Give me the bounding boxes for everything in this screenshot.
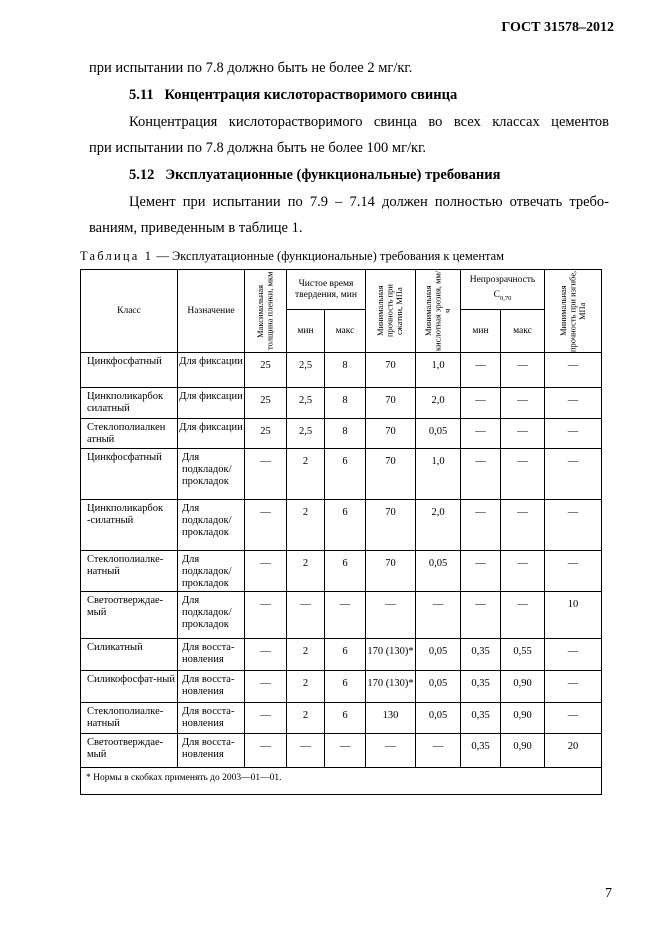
cell-thickness: 25 xyxy=(245,388,287,419)
cell-erosion: 2,0 xyxy=(416,500,461,551)
cell-opacity-min: 0,35 xyxy=(461,671,501,703)
page-number: 7 xyxy=(605,886,612,901)
opacity-symbol: С xyxy=(493,290,500,301)
header-opacity-max: макс xyxy=(501,310,545,353)
cell-opacity-min: 0,35 xyxy=(461,639,501,671)
cell-thickness: — xyxy=(245,734,287,768)
cell-time-max: 6 xyxy=(325,551,366,592)
cell-opacity-min: — xyxy=(461,419,501,449)
cell-time-min: 2 xyxy=(287,449,325,500)
table-row xyxy=(81,353,602,388)
cell-thickness: — xyxy=(245,703,287,734)
cell-thickness: — xyxy=(245,639,287,671)
cell-time-max: 6 xyxy=(325,703,366,734)
cell-time-max: — xyxy=(325,592,366,639)
cell-opacity-max: — xyxy=(501,500,545,551)
cell-class: Светоотверждае-мый xyxy=(81,592,178,639)
cell-opacity-max: — xyxy=(501,419,545,449)
cell-erosion: 0,05 xyxy=(416,671,461,703)
table-caption xyxy=(80,249,504,264)
cell-time-min: — xyxy=(287,734,325,768)
cell-bending: — xyxy=(545,388,602,419)
cell-time-max: 8 xyxy=(325,419,366,449)
cell-strength: 130 xyxy=(366,703,416,734)
header-opacity xyxy=(461,270,545,310)
cell-time-min: 2,5 xyxy=(287,419,325,449)
cell-purpose: Для подкладок/ прокладок xyxy=(178,449,245,500)
cell-purpose: Для восста-новления xyxy=(178,703,245,734)
requirements-table xyxy=(80,269,602,795)
cell-bending: — xyxy=(545,639,602,671)
paragraph-text: при испытании по 7.8 должно быть не более 2 мг/кг. xyxy=(89,60,413,76)
document-standard-header: ГОСТ 31578–2012 xyxy=(501,20,614,35)
cell-opacity-min: 0,35 xyxy=(461,734,501,768)
cell-class: Силикофосфат-ный xyxy=(81,671,178,703)
cell-purpose: Для восста-новления xyxy=(178,671,245,703)
cell-class: Стеклополиалкен атный xyxy=(81,419,178,449)
cell-bending: — xyxy=(545,449,602,500)
cell-class: Цинкполикарбок силатный xyxy=(81,388,178,419)
cell-erosion: 0,05 xyxy=(416,703,461,734)
header-time-max: макс xyxy=(325,310,366,353)
cell-strength: 70 xyxy=(366,500,416,551)
header-time-min: мин xyxy=(287,310,325,353)
cell-thickness: — xyxy=(245,449,287,500)
cell-strength: 70 xyxy=(366,449,416,500)
cell-time-min: 2 xyxy=(287,671,325,703)
cell-time-max: — xyxy=(325,734,366,768)
table-row xyxy=(81,388,602,419)
cell-opacity-max: — xyxy=(501,592,545,639)
cell-opacity-max: 0,90 xyxy=(501,703,545,734)
section-heading-5-11 xyxy=(129,86,457,104)
cell-purpose: Для фиксации xyxy=(178,353,245,388)
section-number: 5.11 xyxy=(129,87,154,103)
cell-opacity-min: — xyxy=(461,353,501,388)
cell-strength: — xyxy=(366,734,416,768)
cell-bending: — xyxy=(545,500,602,551)
cell-time-min: 2 xyxy=(287,703,325,734)
cell-strength: 70 xyxy=(366,551,416,592)
cell-thickness: — xyxy=(245,671,287,703)
cell-opacity-min: — xyxy=(461,592,501,639)
cell-bending: 20 xyxy=(545,734,602,768)
paragraph-text: ваниям, приведенным в таблице 1. xyxy=(89,220,303,236)
cell-strength: 70 xyxy=(366,419,416,449)
cell-time-max: 6 xyxy=(325,671,366,703)
cell-time-max: 6 xyxy=(325,639,366,671)
header-bending xyxy=(545,270,602,353)
cell-erosion: — xyxy=(416,734,461,768)
cell-time-max: 6 xyxy=(325,449,366,500)
cell-opacity-max: — xyxy=(501,449,545,500)
cell-class: Стеклополиалке-натный xyxy=(81,703,178,734)
cell-thickness: — xyxy=(245,592,287,639)
cell-time-min: 2,5 xyxy=(287,388,325,419)
header-opacity-text: Непрозрачность xyxy=(469,275,536,286)
cell-purpose: Для восста-новления xyxy=(178,639,245,671)
cell-opacity-max: 0,55 xyxy=(501,639,545,671)
paragraph-text: Концентрация кислоторастворимого свинца во всех классах цементов xyxy=(129,114,609,130)
cell-time-min: 2 xyxy=(287,639,325,671)
cell-time-max: 6 xyxy=(325,500,366,551)
cell-opacity-max: 0,90 xyxy=(501,734,545,768)
cell-class: Цинкфосфатный xyxy=(81,353,178,388)
cell-strength: — xyxy=(366,592,416,639)
table-row xyxy=(81,703,602,734)
section-number: 5.12 xyxy=(129,167,155,183)
header-opacity-min: мин xyxy=(461,310,501,353)
header-purpose: Назначение xyxy=(178,270,245,353)
cell-erosion: 0,05 xyxy=(416,419,461,449)
paragraph-text: при испытании по 7.8 должна быть не более 100 мг/кг. xyxy=(89,140,427,156)
header-erosion-text: Минимальная кислотная эрозия, мм/ч xyxy=(422,270,452,352)
header-strength xyxy=(366,270,416,353)
cell-purpose: Для подкладок/ прокладок xyxy=(178,551,245,592)
cell-time-max: 8 xyxy=(325,388,366,419)
cell-opacity-min: — xyxy=(461,551,501,592)
table-row xyxy=(81,449,602,500)
header-setting-time: Чистое время твердения, мин xyxy=(287,270,366,310)
cell-purpose: Для восста-новления xyxy=(178,734,245,768)
cell-thickness: 25 xyxy=(245,419,287,449)
cell-strength: 70 xyxy=(366,388,416,419)
header-opacity-symbol xyxy=(461,290,544,304)
section-title: Эксплуатационные (функциональные) требования xyxy=(165,167,501,183)
header-bending-text: Минимальная прочность при изгибе, МПа xyxy=(557,270,587,352)
cell-opacity-min: — xyxy=(461,500,501,551)
table-caption-label: Таблица 1 xyxy=(80,249,154,263)
cell-bending: — xyxy=(545,353,602,388)
cell-time-min: — xyxy=(287,592,325,639)
cell-bending: — xyxy=(545,419,602,449)
header-thickness-text: Максимальная толщина пленки, мкм xyxy=(255,271,275,351)
cell-class: Светоотверждае-мый xyxy=(81,734,178,768)
cell-erosion: 0,05 xyxy=(416,639,461,671)
cell-purpose: Для подкладок/ прокладок xyxy=(178,500,245,551)
cell-erosion: 0,05 xyxy=(416,551,461,592)
cell-opacity-min: — xyxy=(461,388,501,419)
paragraph-text: Цемент при испытании по 7.9 – 7.14 должен полностью отвечать требо- xyxy=(129,194,609,210)
cell-thickness: 25 xyxy=(245,353,287,388)
header-erosion xyxy=(416,270,461,353)
table-row xyxy=(81,592,602,639)
cell-time-min: 2 xyxy=(287,551,325,592)
table-header-row xyxy=(81,270,602,310)
table-caption-text: — Эксплуатационные (функциональные) требования к цементам xyxy=(156,249,505,263)
section-title: Концентрация кислоторастворимого свинца xyxy=(164,87,458,103)
cell-opacity-max: — xyxy=(501,388,545,419)
cell-erosion: 2,0 xyxy=(416,388,461,419)
cell-purpose: Для фиксации xyxy=(178,419,245,449)
table-footnote-row xyxy=(81,768,602,795)
cell-opacity-max: — xyxy=(501,353,545,388)
table-row xyxy=(81,419,602,449)
cell-bending: — xyxy=(545,671,602,703)
table-row xyxy=(81,500,602,551)
cell-strength: 170 (130)* xyxy=(366,671,416,703)
cell-opacity-min: 0,35 xyxy=(461,703,501,734)
header-class: Класс xyxy=(81,270,178,353)
cell-thickness: — xyxy=(245,500,287,551)
header-thickness xyxy=(245,270,287,353)
table-row xyxy=(81,551,602,592)
cell-class: Стеклополиалке-натный xyxy=(81,551,178,592)
cell-bending: — xyxy=(545,703,602,734)
cell-time-min: 2,5 xyxy=(287,353,325,388)
table-footnote: * Нормы в скобках применять до 2003—01—01. xyxy=(81,768,602,795)
table-row xyxy=(81,639,602,671)
cell-thickness: — xyxy=(245,551,287,592)
table-row xyxy=(81,734,602,768)
cell-strength: 70 xyxy=(366,353,416,388)
header-strength-text: Минимальная прочность при сжатии, МПа xyxy=(375,284,405,338)
cell-purpose: Для подкладок/ прокладок xyxy=(178,592,245,639)
section-heading-5-12 xyxy=(129,166,500,184)
cell-erosion: — xyxy=(416,592,461,639)
cell-opacity-max: 0,90 xyxy=(501,671,545,703)
cell-strength: 170 (130)* xyxy=(366,639,416,671)
cell-bending: — xyxy=(545,551,602,592)
cell-purpose: Для фиксации xyxy=(178,388,245,419)
cell-opacity-max: — xyxy=(501,551,545,592)
cell-erosion: 1,0 xyxy=(416,449,461,500)
opacity-subscript: 0,70 xyxy=(499,295,512,303)
cell-class: Силикатный xyxy=(81,639,178,671)
cell-erosion: 1,0 xyxy=(416,353,461,388)
table-row xyxy=(81,671,602,703)
cell-class: Цинкфосфатный xyxy=(81,449,178,500)
cell-class: Цинкполикарбок -силатный xyxy=(81,500,178,551)
cell-time-max: 8 xyxy=(325,353,366,388)
cell-time-min: 2 xyxy=(287,500,325,551)
cell-opacity-min: — xyxy=(461,449,501,500)
cell-bending: 10 xyxy=(545,592,602,639)
